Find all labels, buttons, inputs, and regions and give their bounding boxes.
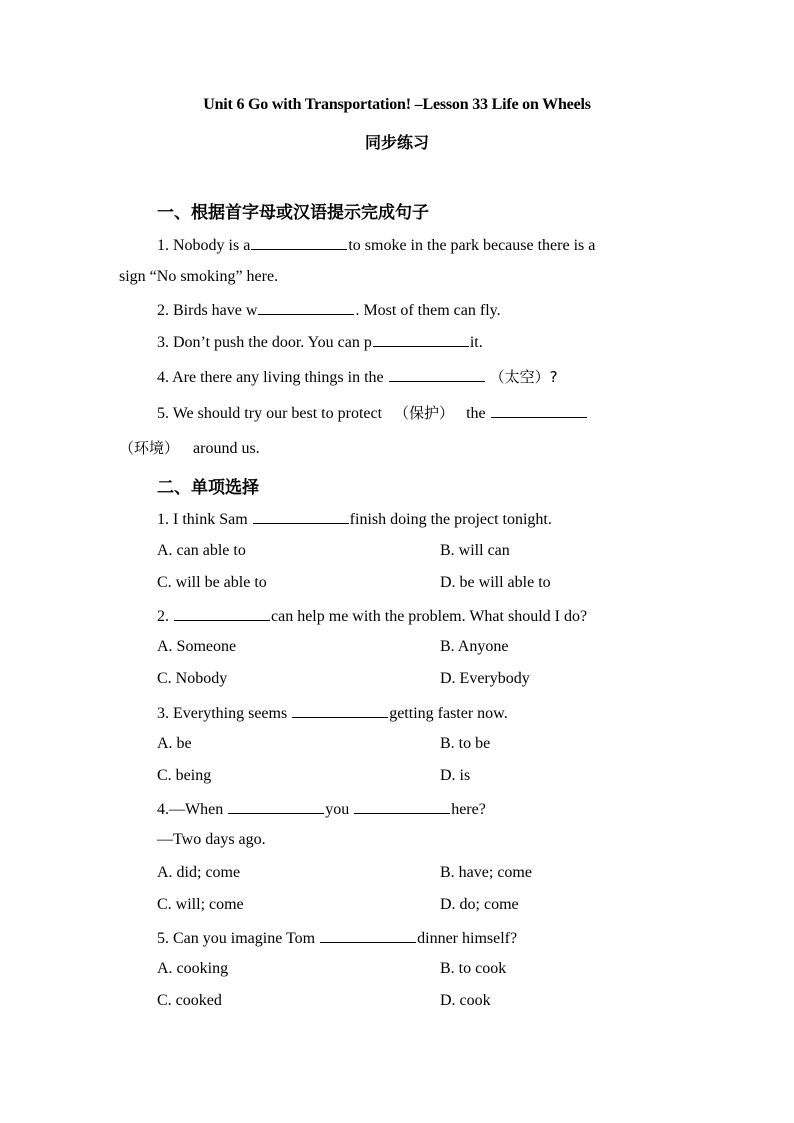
answer-blank[interactable] [389, 367, 485, 382]
s1-q1-text-a: 1. Nobody is a [157, 237, 251, 254]
option-c[interactable]: C. cooked [157, 992, 222, 1009]
section1-heading: 一、根据首字母或汉语提示完成句子 [157, 203, 429, 223]
s1-q4-line [157, 366, 558, 387]
answer-blank[interactable] [491, 403, 587, 418]
option-d[interactable]: D. be will able to [440, 574, 551, 591]
option-a[interactable]: A. cooking [157, 960, 229, 977]
s1-q5-text-c: the [466, 405, 486, 422]
s2-q3-stem [157, 703, 508, 723]
option-c[interactable]: C. Nobody [157, 670, 228, 687]
answer-blank[interactable] [174, 606, 270, 621]
option-b[interactable]: B. to cook [440, 960, 507, 977]
s1-q4-text-a: 4. Are there any living things in the [157, 369, 384, 386]
option-c[interactable]: C. will be able to [157, 574, 267, 591]
option-d[interactable]: D. cook [440, 992, 491, 1009]
s1-q1-cont: sign “No smoking” here. [119, 268, 279, 285]
s1-q5-hint-a: （保护） [394, 404, 455, 422]
s2-q2-text-b: can help me with the problem. What should I do? [271, 608, 588, 625]
s1-q5-hint-b: （环境） [119, 439, 180, 457]
option-a[interactable]: A. did; come [157, 864, 241, 881]
option-a[interactable]: A. be [157, 735, 192, 752]
s2-q4-text-a: 4.—When [157, 801, 224, 818]
page-title: Unit 6 Go with Transportation! –Lesson 33 Life on Wheels [203, 96, 591, 113]
s1-q2-text-b: . Most of them can fly. [355, 302, 501, 319]
option-c[interactable]: C. being [157, 767, 212, 784]
answer-blank[interactable] [354, 799, 450, 814]
s1-q3-text-b: it. [469, 334, 483, 351]
s2-q4-text-b: you [325, 801, 350, 818]
s2-q1-text-b: finish doing the project tonight. [349, 511, 552, 528]
s2-q5-stem [157, 928, 517, 948]
s2-q3-text-b: getting faster now. [389, 705, 508, 722]
s2-q1-stem [157, 509, 552, 529]
answer-blank[interactable] [253, 509, 349, 524]
option-c[interactable]: C. will; come [157, 896, 244, 913]
answer-blank[interactable] [228, 799, 324, 814]
s1-q5-text-a: 5. We should try our best to protect [157, 405, 383, 422]
option-b[interactable]: B. Anyone [440, 638, 509, 655]
option-d[interactable]: D. Everybody [440, 670, 530, 687]
answer-blank[interactable] [320, 928, 416, 943]
s2-q4-stem [157, 799, 486, 819]
s2-q3-text-a: 3. Everything seems [157, 705, 288, 722]
s1-q5-text-e: around us. [193, 440, 260, 457]
s2-q4-text-c: here? [451, 801, 486, 818]
s2-q5-text-b: dinner himself? [417, 930, 518, 947]
s1-q4-hint: （太空）? [489, 368, 558, 386]
s1-q5-cont [119, 437, 260, 458]
option-b[interactable]: B. have; come [440, 864, 532, 881]
answer-blank[interactable] [292, 703, 388, 718]
option-a[interactable]: A. Someone [157, 638, 237, 655]
s1-q1-line [157, 235, 595, 255]
s1-q5-line [157, 402, 588, 423]
answer-blank[interactable] [258, 300, 354, 315]
s1-q3-text-a: 3. Don’t push the door. You can p [157, 334, 372, 351]
s2-q5-text-a: 5. Can you imagine Tom [157, 930, 316, 947]
s2-q2-stem [157, 606, 587, 626]
page-subtitle: 同步练习 [364, 135, 429, 152]
s2-q4-reply: —Two days ago. [157, 831, 266, 848]
s2-q1-text-a: 1. I think Sam [157, 511, 248, 528]
s1-q2-line [157, 300, 501, 320]
answer-blank[interactable] [251, 235, 347, 250]
option-d[interactable]: D. is [440, 767, 471, 784]
s1-q2-text-a: 2. Birds have w [157, 302, 258, 319]
s1-q1-text-b: to smoke in the park because there is a [348, 237, 596, 254]
option-d[interactable]: D. do; come [440, 896, 519, 913]
option-b[interactable]: B. to be [440, 735, 491, 752]
option-a[interactable]: A. can able to [157, 542, 246, 559]
s1-q3-line [157, 332, 483, 352]
option-b[interactable]: B. will can [440, 542, 510, 559]
section2-heading: 二、单项选择 [157, 478, 259, 498]
s2-q2-number: 2. [157, 608, 169, 625]
answer-blank[interactable] [373, 332, 469, 347]
